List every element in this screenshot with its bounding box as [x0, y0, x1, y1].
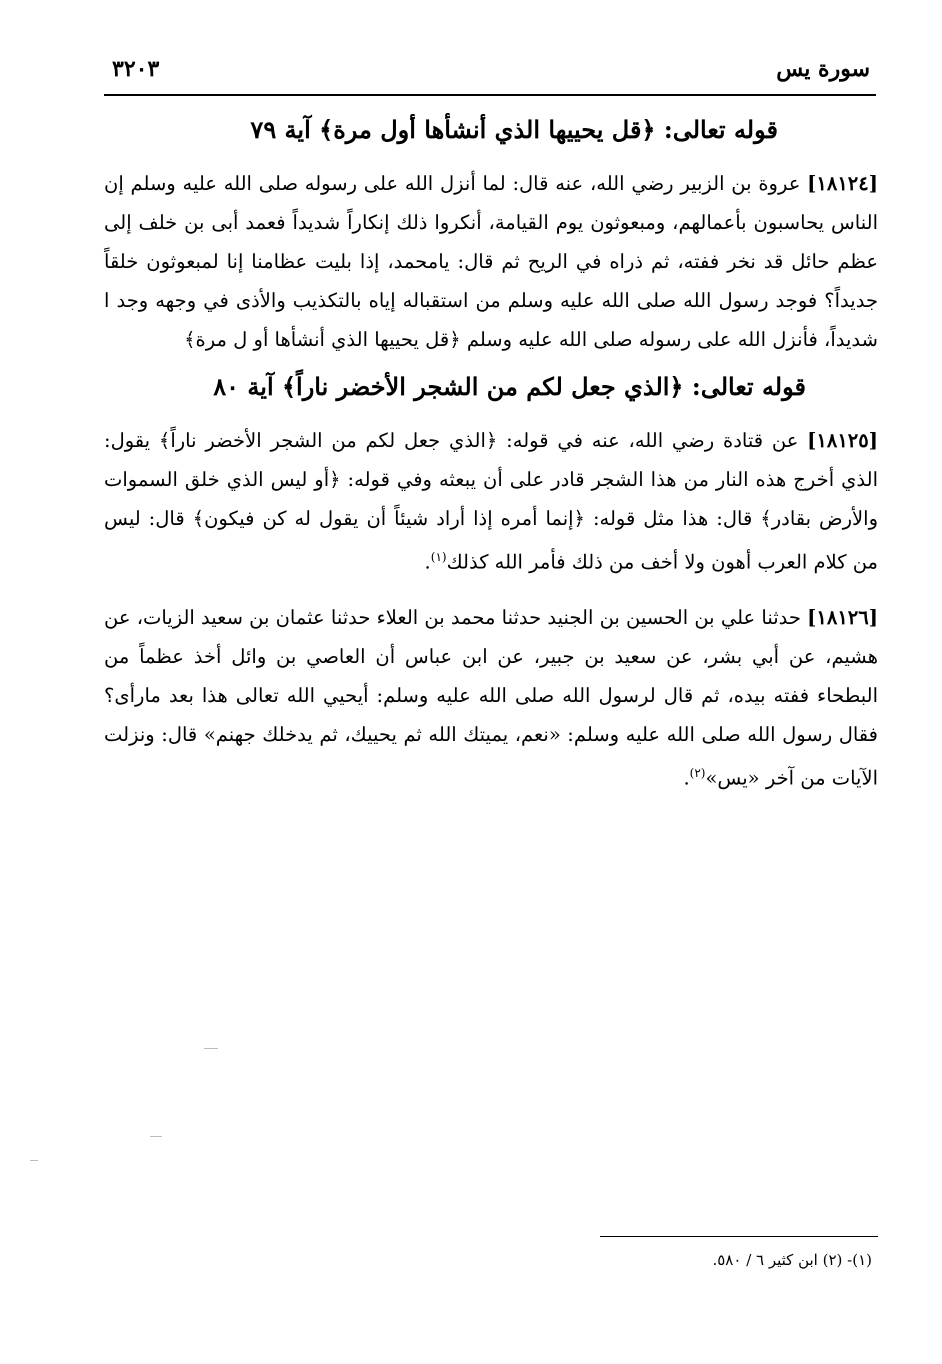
hadith-number: [١٨١٢٦]	[807, 605, 878, 629]
scan-speck	[30, 1160, 38, 1161]
hadith-number: [١٨١٢٥]	[807, 429, 878, 452]
footnote-ref: (١)	[430, 550, 447, 564]
hadith-text: عروة بن الزبير رضي الله، عنه قال: لما أنزل الله على رسوله صلى الله عليه وسلم إن الناس يحاسبون بأعمالهم، ومبعوثون يوم القيامة، أنكروا ذلك إنكاراً شديداً فعمد أبى بن خلف إلى عظم حائل قد نخر ففته، ثم ذراه في الريح ثم قال: يامحمد، إذا بليت عظامنا إنا لمبعوثون خلقاً جديداً؟ فوجد رسول الله صلى الله عليه وسلم من استقباله إياه بالتكذيب والأذى في وجهه وجد ا شديداً، فأنزل الله على رسوله صلى الله عليه وسلم ﴿قل يحييها الذي أنشأها أو ل مرة﴾	[104, 172, 878, 351]
verse-heading-80: قوله تعالى: ﴿الذي جعل لكم من الشجر الأخضر ناراً﴾ آية ٨٠	[213, 372, 806, 401]
sentence-end: .	[683, 766, 690, 789]
hadith-number: [١٨١٢٤]	[807, 172, 878, 195]
footnote-divider	[600, 1236, 878, 1237]
footnote-ref: (٢)	[689, 765, 706, 780]
hadith-paragraph	[104, 598, 878, 798]
page-number: ٣٢٠٣	[112, 56, 160, 82]
page-header	[104, 52, 876, 96]
page-content	[104, 110, 878, 805]
hadith-paragraph	[104, 421, 878, 582]
scan-speck	[150, 1136, 162, 1137]
hadith-text: حدثنا علي بن الحسين بن الجنيد حدثنا محمد بن العلاء حدثنا عثمان بن سعيد الزيات، عن هشيم، عن أبي بشر، عن سعيد بن جبير، عن ابن عباس أن العاصي بن وائل أخذ عظماً من البطحاء ففته بيده، ثم قال لرسول الله صلى الله عليه وسلم: أيحيي الله تعالى هذا بعد مارأى؟ فقال رسول الله صلى الله عليه وسلم: «نعم، يميتك الله ثم يحييك، ثم يدخلك جهنم» قال: ونزلت الآيات من آخر «يس»	[104, 605, 878, 789]
hadith-paragraph	[104, 164, 878, 359]
verse-heading-79: قوله تعالى: ﴿قل يحييها الذي أنشأها أول مرة﴾ آية ٧٩	[250, 115, 778, 144]
hadith-text: عن قتادة رضي الله، عنه في قوله: ﴿الذي جعل لكم من الشجر الأخضر ناراً﴾ يقول: الذي أخرج هذه النار من هذا الشجر قادر على أن يبعثه وفي قوله: ﴿أو ليس الذي خلق السموات والأرض بقادر﴾ قال: هذا مثل قوله: ﴿إنما أمره إذا أراد شيئاً أن يقول له كن فيكون﴾ قال: ليس من كلام العرب أهون ولا أخف من ذلك فأمر الله كذلك	[104, 429, 878, 574]
scan-speck	[204, 1048, 218, 1049]
footnote-text: (١)- (٢) ابن كثير ٦ / ٥٨٠.	[712, 1251, 872, 1269]
footnotes	[600, 1236, 878, 1269]
sentence-end: .	[424, 550, 431, 574]
surah-title: سورة يس	[776, 56, 870, 82]
